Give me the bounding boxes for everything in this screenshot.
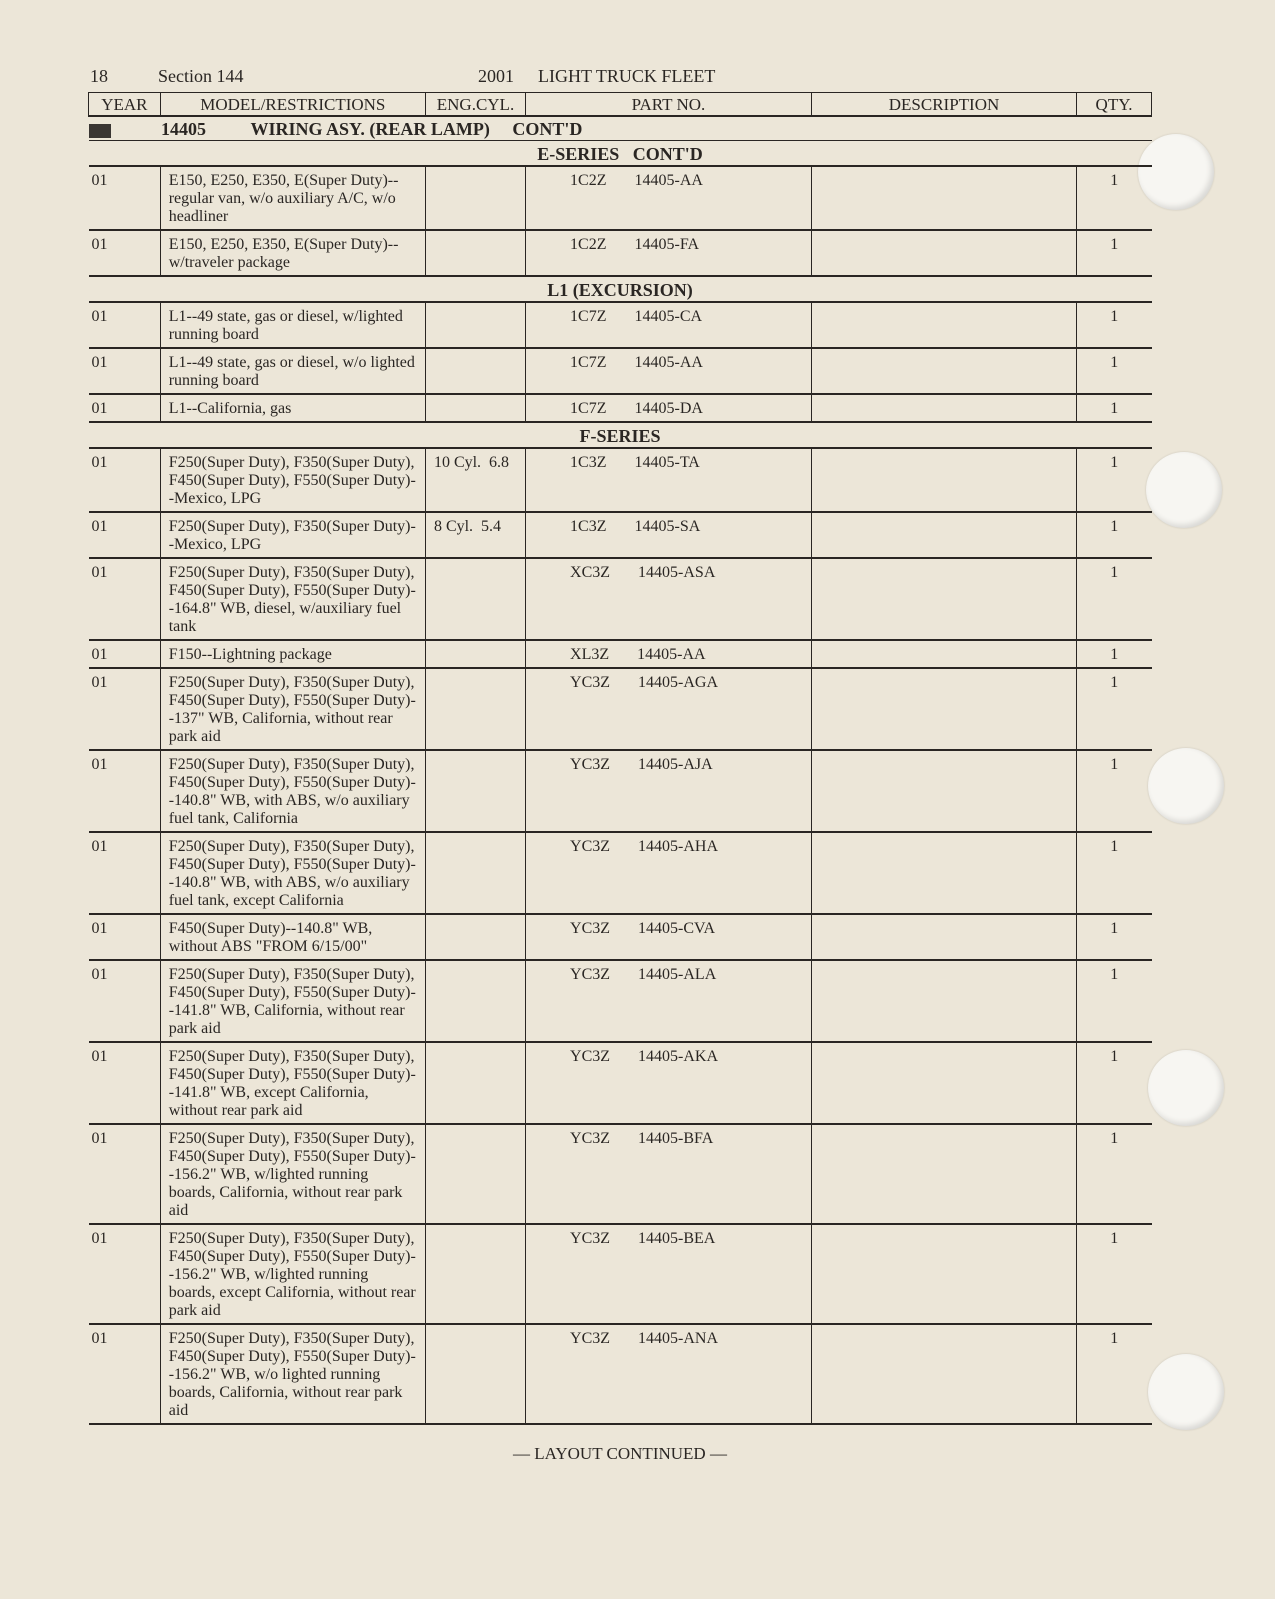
part-prefix: 1C3Z	[570, 518, 607, 535]
eng-cell	[425, 1224, 525, 1324]
part-cell	[526, 166, 812, 230]
qty-cell: 1	[1077, 914, 1152, 960]
qty-cell: 1	[1077, 558, 1152, 640]
part-number	[534, 518, 803, 536]
year-cell: 01	[89, 302, 161, 348]
eng-cell	[425, 914, 525, 960]
eng-cell: 8 Cyl. 5.4	[425, 512, 525, 558]
eng-cell	[425, 1042, 525, 1124]
section-heading	[89, 276, 1152, 302]
binder-hole	[1148, 748, 1224, 824]
model-cell: F250(Super Duty), F350(Super Duty), F450(Super Duty), F550(Super Duty)--156.2" WB, w/lighted running boards, except California, without rear park aid	[160, 1224, 425, 1324]
group-marker	[89, 124, 111, 138]
section-title: L1 (EXCURSION)	[89, 276, 1152, 302]
eng-cell	[425, 750, 525, 832]
part-cell	[526, 1224, 812, 1324]
qty-cell: 1	[1077, 166, 1152, 230]
part-cell	[526, 394, 812, 422]
part-number	[534, 354, 803, 372]
table-row	[89, 832, 1152, 914]
year-cell: 01	[89, 394, 161, 422]
model-cell: E150, E250, E350, E(Super Duty)--regular van, w/o auxiliary A/C, w/o headliner	[160, 166, 425, 230]
model-cell: F150--Lightning package	[160, 640, 425, 668]
qty-cell: 1	[1077, 512, 1152, 558]
model-cell: F250(Super Duty), F350(Super Duty), F450(Super Duty), F550(Super Duty)--Mexico, LPG	[160, 448, 425, 512]
part-cell	[526, 348, 812, 394]
part-suffix: 14405-AA	[634, 354, 703, 371]
year-cell: 01	[89, 348, 161, 394]
part-suffix: 14405-FA	[634, 236, 700, 253]
part-number	[534, 674, 803, 692]
qty-cell: 1	[1077, 394, 1152, 422]
qty-cell: 1	[1077, 640, 1152, 668]
col-year: YEAR	[89, 93, 161, 117]
qty-cell: 1	[1077, 448, 1152, 512]
model-cell: E150, E250, E350, E(Super Duty)--w/traveler package	[160, 230, 425, 276]
table-row	[89, 668, 1152, 750]
part-cell	[526, 558, 812, 640]
section-title: E-SERIES CONT'D	[89, 141, 1152, 167]
part-cell	[526, 960, 812, 1042]
part-suffix: 14405-AJA	[638, 756, 713, 773]
col-eng: ENG.CYL.	[425, 93, 525, 117]
description-cell	[811, 512, 1076, 558]
year-cell: 01	[89, 668, 161, 750]
group-name: WIRING ASY. (REAR LAMP)	[250, 119, 490, 139]
part-number	[534, 1230, 803, 1248]
eng-cell	[425, 166, 525, 230]
table-row	[89, 512, 1152, 558]
section-label: Section 144	[158, 66, 244, 86]
model-cell: F250(Super Duty), F350(Super Duty), F450(Super Duty), F550(Super Duty)--156.2" WB, w/lighted running boards, California, without rear park aid	[160, 1124, 425, 1224]
col-qty: QTY.	[1077, 93, 1152, 117]
qty-cell: 1	[1077, 1042, 1152, 1124]
eng-cell	[425, 302, 525, 348]
description-cell	[811, 1042, 1076, 1124]
part-suffix: 14405-ANA	[638, 1330, 719, 1347]
table-row	[89, 1042, 1152, 1124]
qty-cell: 1	[1077, 1324, 1152, 1424]
table-row	[89, 914, 1152, 960]
part-cell	[526, 640, 812, 668]
description-cell	[811, 832, 1076, 914]
model-cell: F250(Super Duty), F350(Super Duty), F450(Super Duty), F550(Super Duty)--164.8" WB, diesel, w/auxiliary fuel tank	[160, 558, 425, 640]
col-desc: DESCRIPTION	[811, 93, 1076, 117]
section-title: F-SERIES	[89, 422, 1152, 448]
eng-cell	[425, 230, 525, 276]
qty-cell: 1	[1077, 750, 1152, 832]
binder-hole	[1148, 1354, 1224, 1430]
qty-cell: 1	[1077, 302, 1152, 348]
table-row	[89, 960, 1152, 1042]
part-prefix: YC3Z	[570, 966, 611, 983]
eng-cell	[425, 832, 525, 914]
part-suffix: 14405-AA	[637, 646, 706, 663]
year-cell: 01	[89, 230, 161, 276]
description-cell	[811, 448, 1076, 512]
year-cell: 01	[89, 1324, 161, 1424]
part-suffix: 14405-ASA	[638, 564, 716, 581]
model-cell: F250(Super Duty), F350(Super Duty), F450(Super Duty), F550(Super Duty)--137" WB, California, without rear park aid	[160, 668, 425, 750]
part-number	[534, 920, 803, 938]
part-prefix: 1C7Z	[570, 308, 607, 325]
year-cell: 01	[89, 750, 161, 832]
table-row	[89, 394, 1152, 422]
section-heading	[89, 422, 1152, 448]
part-number	[534, 564, 803, 582]
page-title: LIGHT TRUCK FLEET	[538, 66, 716, 86]
part-prefix: YC3Z	[570, 920, 611, 937]
layout-continued: — LAYOUT CONTINUED —	[513, 1444, 727, 1463]
table-row	[89, 640, 1152, 668]
part-suffix: 14405-CA	[634, 308, 703, 325]
parts-table	[88, 92, 1152, 1425]
description-cell	[811, 558, 1076, 640]
model-cell: F250(Super Duty), F350(Super Duty), F450(Super Duty), F550(Super Duty)--141.8" WB, except California, without rear park aid	[160, 1042, 425, 1124]
description-cell	[811, 1124, 1076, 1224]
column-header-row	[89, 93, 1152, 117]
eng-cell	[425, 394, 525, 422]
part-number	[534, 966, 803, 984]
table-row	[89, 558, 1152, 640]
part-number	[534, 1330, 803, 1348]
part-cell	[526, 448, 812, 512]
group-code: 14405	[161, 119, 206, 139]
description-cell	[811, 348, 1076, 394]
qty-cell: 1	[1077, 832, 1152, 914]
table-row	[89, 1224, 1152, 1324]
year-cell: 01	[89, 960, 161, 1042]
description-cell	[811, 1224, 1076, 1324]
part-prefix: 1C2Z	[570, 236, 607, 253]
year-cell: 01	[89, 558, 161, 640]
year-cell: 01	[89, 1124, 161, 1224]
part-number	[534, 236, 803, 254]
part-prefix: 1C7Z	[570, 400, 607, 417]
part-suffix: 14405-BEA	[638, 1230, 716, 1247]
part-suffix: 14405-TA	[634, 454, 700, 471]
part-prefix: 1C3Z	[570, 454, 607, 471]
year-cell: 01	[89, 1042, 161, 1124]
table-row	[89, 348, 1152, 394]
part-prefix: YC3Z	[570, 838, 611, 855]
year-cell: 01	[89, 1224, 161, 1324]
part-prefix: XL3Z	[570, 646, 610, 663]
part-number	[534, 756, 803, 774]
model-cell: L1--California, gas	[160, 394, 425, 422]
eng-cell	[425, 1324, 525, 1424]
year-cell: 01	[89, 166, 161, 230]
model-cell: L1--49 state, gas or diesel, w/o lighted running board	[160, 348, 425, 394]
page-number: 18	[90, 66, 108, 86]
part-suffix: 14405-ALA	[638, 966, 717, 983]
part-suffix: 14405-AA	[634, 172, 703, 189]
part-cell	[526, 1042, 812, 1124]
part-prefix: YC3Z	[570, 674, 611, 691]
section-heading	[89, 141, 1152, 167]
group-contd: CONT'D	[512, 119, 583, 139]
year-cell: 01	[89, 640, 161, 668]
eng-cell	[425, 558, 525, 640]
table-row	[89, 1124, 1152, 1224]
description-cell	[811, 230, 1076, 276]
part-suffix: 14405-DA	[634, 400, 703, 417]
col-model: MODEL/RESTRICTIONS	[160, 93, 425, 117]
part-suffix: 14405-CVA	[638, 920, 716, 937]
model-cell: F250(Super Duty), F350(Super Duty), F450(Super Duty), F550(Super Duty)--156.2" WB, w/o lighted running boards, California, without rear park aid	[160, 1324, 425, 1424]
table-row	[89, 302, 1152, 348]
part-number	[534, 1130, 803, 1148]
model-cell: F250(Super Duty), F350(Super Duty), F450(Super Duty), F550(Super Duty)--140.8" WB, with ABS, w/o auxiliary fuel tank, California	[160, 750, 425, 832]
description-cell	[811, 302, 1076, 348]
part-cell	[526, 1324, 812, 1424]
qty-cell: 1	[1077, 668, 1152, 750]
part-number	[534, 454, 803, 472]
part-cell	[526, 750, 812, 832]
part-number	[534, 400, 803, 418]
description-cell	[811, 960, 1076, 1042]
eng-cell	[425, 1124, 525, 1224]
part-prefix: 1C7Z	[570, 354, 607, 371]
model-cell: F450(Super Duty)--140.8" WB, without ABS "FROM 6/15/00"	[160, 914, 425, 960]
model-cell: F250(Super Duty), F350(Super Duty)--Mexico, LPG	[160, 512, 425, 558]
eng-cell	[425, 348, 525, 394]
qty-cell: 1	[1077, 1124, 1152, 1224]
part-cell	[526, 832, 812, 914]
qty-cell: 1	[1077, 348, 1152, 394]
part-prefix: YC3Z	[570, 1230, 611, 1247]
qty-cell: 1	[1077, 1224, 1152, 1324]
part-suffix: 14405-AKA	[638, 1048, 719, 1065]
group-heading	[89, 116, 1152, 141]
year-cell: 01	[89, 448, 161, 512]
year-cell: 01	[89, 914, 161, 960]
part-cell	[526, 230, 812, 276]
part-number	[534, 1048, 803, 1066]
description-cell	[811, 914, 1076, 960]
part-number	[534, 172, 803, 190]
eng-cell: 10 Cyl. 6.8	[425, 448, 525, 512]
qty-cell: 1	[1077, 230, 1152, 276]
part-number	[534, 838, 803, 856]
year-cell: 01	[89, 832, 161, 914]
part-suffix: 14405-AGA	[638, 674, 719, 691]
part-cell	[526, 668, 812, 750]
part-prefix: YC3Z	[570, 1130, 611, 1147]
part-cell	[526, 512, 812, 558]
part-suffix: 14405-SA	[634, 518, 701, 535]
eng-cell	[425, 640, 525, 668]
part-prefix: YC3Z	[570, 756, 611, 773]
part-cell	[526, 1124, 812, 1224]
part-cell	[526, 302, 812, 348]
year-cell: 01	[89, 512, 161, 558]
col-part: PART NO.	[526, 93, 812, 117]
binder-hole	[1146, 452, 1222, 528]
qty-cell: 1	[1077, 960, 1152, 1042]
eng-cell	[425, 668, 525, 750]
part-number	[534, 308, 803, 326]
catalog-year: 2001	[478, 66, 514, 86]
description-cell	[811, 394, 1076, 422]
part-number	[534, 646, 803, 664]
part-suffix: 14405-AHA	[638, 838, 719, 855]
eng-cell	[425, 960, 525, 1042]
description-cell	[811, 640, 1076, 668]
description-cell	[811, 1324, 1076, 1424]
part-prefix: YC3Z	[570, 1330, 611, 1347]
model-cell: F250(Super Duty), F350(Super Duty), F450(Super Duty), F550(Super Duty)--141.8" WB, California, without rear park aid	[160, 960, 425, 1042]
model-cell: F250(Super Duty), F350(Super Duty), F450(Super Duty), F550(Super Duty)--140.8" WB, with ABS, w/o auxiliary fuel tank, except California	[160, 832, 425, 914]
description-cell	[811, 668, 1076, 750]
description-cell	[811, 166, 1076, 230]
description-cell	[811, 750, 1076, 832]
binder-hole	[1148, 1050, 1224, 1126]
part-prefix: XC3Z	[570, 564, 611, 581]
model-cell: L1--49 state, gas or diesel, w/lighted running board	[160, 302, 425, 348]
table-row	[89, 1324, 1152, 1424]
table-row	[89, 750, 1152, 832]
part-cell	[526, 914, 812, 960]
part-prefix: YC3Z	[570, 1048, 611, 1065]
table-row	[89, 230, 1152, 276]
part-prefix: 1C2Z	[570, 172, 607, 189]
table-row	[89, 166, 1152, 230]
part-suffix: 14405-BFA	[638, 1130, 714, 1147]
table-row	[89, 448, 1152, 512]
